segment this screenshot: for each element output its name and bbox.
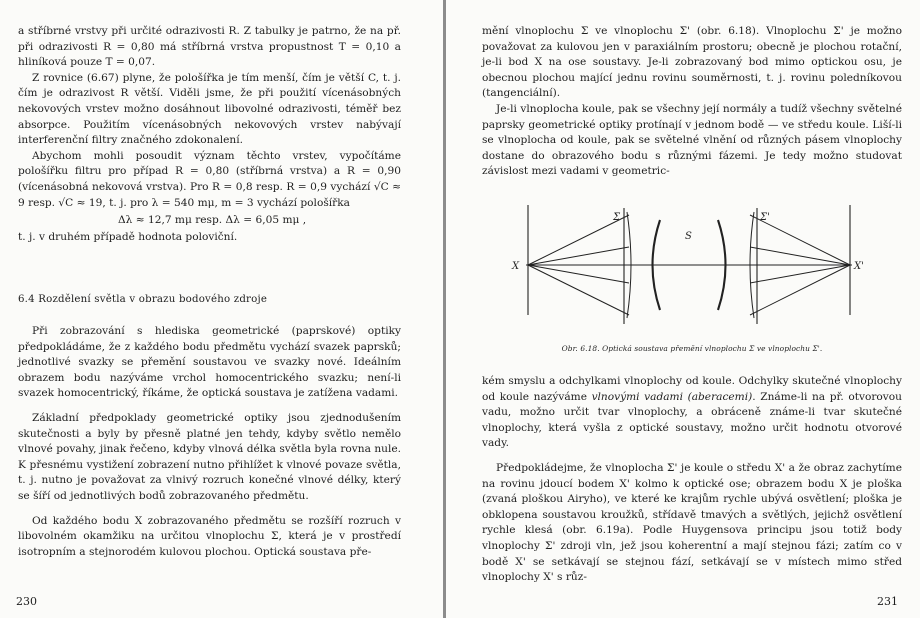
label-x-prime: X' bbox=[854, 261, 864, 272]
paragraph: Základní předpoklady geometrické optiky jsou zjednodušením skutečnosti a byly by přesně platné jen tehdy, kdyby světlo nemělo vlnové povahy, jinak řečeno, kdyby vlnová délka světla byla rovna nule. K přesnému vystižení zobrazení nutno přihlížet k vlnové povaze světla, t. j. nutno je považovat za vlnivý rozruch konečné vlnové délky, který se šíří od jednotlivých bodů zobrazovaného předmětu. bbox=[18, 411, 401, 502]
equation: Δλ ≈ 12,7 mμ resp. Δλ = 6,05 mμ , bbox=[118, 214, 307, 227]
paragraph: kém smyslu a odchylkami vlnoplochy od koule. Odchylky skutečné vlnoplochy od koule nazýváme vlnovými vadami (aberacemi). Známe-li na př. otvorovou vadu, možno určit tvar vlnoplochy, a obráceně známe-li tvar skutečné vlnoplochy, která vyšla z optické soustavy, možno určit hodnotu otvorové vady. bbox=[482, 375, 902, 450]
paragraph: Z rovnice (6.67) plyne, že pološířka je tím menší, čím je větší C, t. j. čím je odrazivost R větší. Viděli jsme, že při použití vícenásobných nekovových vrstev možno dosáhnout libovolné odrazivosti, téměř bez absorpce. Použitím vícenásobných nekovových vrstev nabývají interferenční filtry značného zdokonalení. bbox=[18, 71, 401, 147]
label-sigma: Σ bbox=[613, 212, 621, 223]
section-heading: 6.4 Rozdělení světla v obrazu bodového zdroje bbox=[18, 294, 268, 305]
right-bottom-text bbox=[482, 374, 902, 586]
label-x: X bbox=[512, 261, 520, 272]
paragraph: Od každého bodu X zobrazovaného předmětu se rozšíří rozruch v libovolném okamžiku na určitou vlnoplochu Σ, která je v prostředí isotropním a stejnorodém kulovou plochou. Optická soustava pře- bbox=[18, 514, 401, 558]
paragraph: Abychom mohli posoudit význam těchto vrstev, vypočítáme pološířku filtru pro případ R = 0,80 (stříbrná vrstva) a R = 0,90 (vícenásobná nekovová vrstva). Pro R = 0,8 resp. R = 0,9 vychází √C ≈ 9 resp. √C ≈ 19, t. j. pro λ = 540 mμ, m = 3 vychází pološířka bbox=[18, 149, 401, 209]
left-body-text bbox=[18, 324, 401, 560]
paragraph: Předpokládejme, že vlnoplocha Σ' je koule o středu X' a že obraz zachytíme na rovinu jdoucí bodem X' kolmo k optické ose; obrazem bodu X je ploška (zvaná ploškou Airyho), ve které ke krajům rychle ubývá osvětlení; ploška je obklopena soustavou kroužků, střídavě tmavých a světlých, jejichž osvětlení rychle klesá (obr. 6.19a). Podle Huygensova principu jsou totiž body vlnoplochy Σ' zdroji vln, jež jsou koherentní a mají stejnou fázi; zatím co v bodě X' se setkávají se stejnou fází, setkávají se v místech mimo střed vlnoplochy X' s růz- bbox=[482, 461, 902, 584]
ray bbox=[528, 247, 629, 265]
left-page bbox=[0, 0, 443, 618]
paragraph: Je-li vlnoplocha koule, pak se všechny její normály a tudíž všechny světelné paprsky geometrické optiky protínají v jednom bodě — ve středu koule. Liší-li se vlnoplocha od koule, pak se světelné vlnění od různých pásem vlnoplochy dostane do obrazového bodu s různými fázemi. Je tedy možno studovat závislost mezi vadami v geometric- bbox=[482, 102, 902, 178]
paragraph: mění vlnoplochu Σ ve vlnoplochu Σ' (obr. 6.18). Vlnoplochu Σ' je možno považovat za kulovou jen v paraxiálním prostoru; obecně je plochou rotační, je-li bod X na ose soustavy. Je-li zobrazovaný bod mimo optickou osu, je obecnou plochou mající jednu rovinu souměrnosti, t. j. rovinu poledníkovou (tangenciální). bbox=[482, 25, 902, 100]
ray bbox=[528, 265, 629, 283]
paragraph: a stříbrné vrstvy při určité odrazivosti R. Z tabulky je patrno, že na př. při odrazivosti R = 0,80 má stříbrná vrstva propustnost T = 0,10 a hliníková pouze T = 0,07. bbox=[18, 25, 401, 69]
ray bbox=[750, 265, 850, 283]
ray bbox=[528, 265, 629, 315]
label-sigma-prime: Σ' bbox=[760, 212, 770, 223]
left-top-text bbox=[18, 24, 401, 245]
right-top-text bbox=[482, 24, 902, 180]
page-number: 231 bbox=[877, 595, 898, 608]
paragraph: Při zobrazování s hlediska geometrické (paprskové) optiky předpokládáme, že z každého bodu předmětu vychází svazek paprsků; jednotlivé svazky se přemění soustavou ve svazky nové. Ideálním obrazem bodu nazýváme vrchol homocentrického svazku; není-li svazek homocentrický, říkáme, že optická soustava je zatížena vadami. bbox=[18, 325, 401, 400]
paragraph: t. j. v druhém případě hodnota poloviční. bbox=[18, 230, 238, 243]
figure-caption: Obr. 6.18. Optická soustava přemění vlnoplochu Σ ve vlnoplochu Σ'. bbox=[561, 344, 823, 353]
ray bbox=[750, 247, 850, 265]
page-number: 230 bbox=[16, 595, 37, 608]
right-page bbox=[446, 0, 920, 618]
ray bbox=[750, 265, 850, 315]
label-s: S bbox=[685, 231, 692, 242]
